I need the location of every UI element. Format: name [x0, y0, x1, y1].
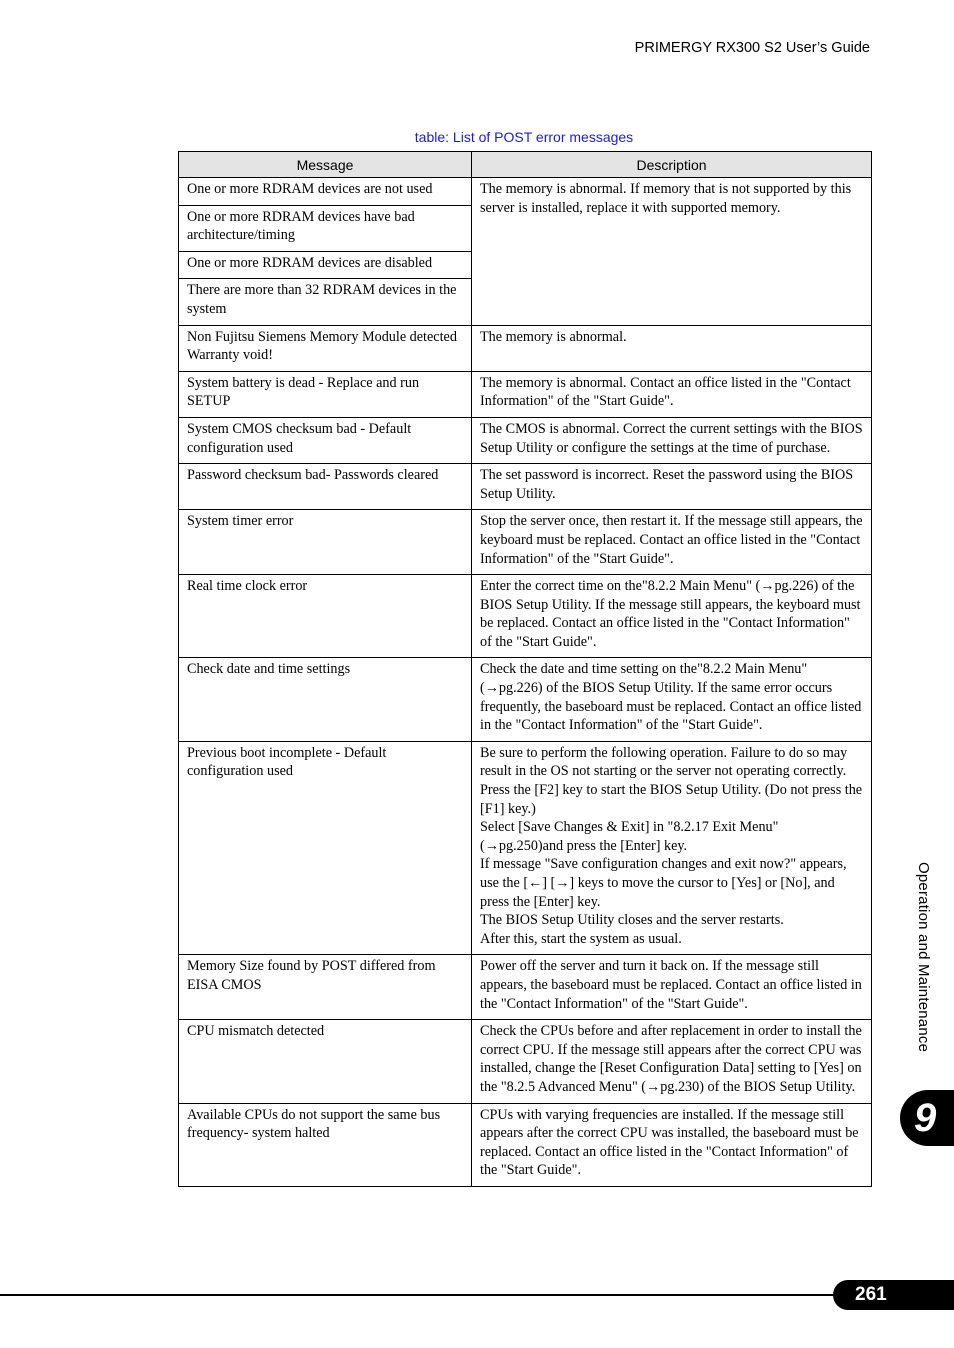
description-line: The BIOS Setup Utility closes and the server restarts. [480, 912, 784, 929]
description-cell [472, 325, 872, 371]
description-line: Power off the server and turn it back on. If the message still appears, the baseboard must be replaced. Contact an office listed in the "Contact Information" of the "Start Guide". [480, 958, 862, 1012]
description-line: The memory is abnormal. [480, 328, 627, 345]
description-line: Select [Save Changes & Exit] in "8.2.17 Exit Menu" (→pg.250)and press the [Enter] key. [480, 819, 779, 854]
table-row [179, 1103, 872, 1186]
description-cell: The memory is abnormal. If memory that is not supported by this server is installed, replace it with supported memory. [472, 178, 872, 326]
description-cell [472, 955, 872, 1020]
table-row [179, 741, 872, 955]
description-cell [472, 510, 872, 575]
description-line: If message "Save configuration changes and exit now?" appears, use the [←] [→] keys to move the cursor to [Yes] or [No], and press the [Enter] key. [480, 856, 847, 910]
description-line: The CMOS is abnormal. Correct the current settings with the BIOS Setup Utility or configure the settings at the time of purchase. [480, 420, 863, 456]
table-row [179, 464, 872, 510]
message-cell: System CMOS checksum bad - Default configuration used [179, 417, 472, 463]
message-cell: Available CPUs do not support the same bus frequency- system halted [179, 1103, 472, 1186]
chapter-side-tab-label: Operation and Maintenance [915, 862, 932, 1053]
description-line: The memory is abnormal. Contact an office listed in the "Contact Information" of the "Start Guide". [480, 374, 851, 410]
description-cell [472, 658, 872, 741]
description-line: Check the CPUs before and after replacement in order to install the correct CPU. If the message still appears after the correct CPU was installed, change the [Reset Configuration Data] setting to [Yes] on the "8.2.5 Advanced Menu" (→pg.230) of the BIOS Setup Utility. [480, 1023, 862, 1095]
description-line: Enter the correct time on the"8.2.2 Main Menu" (→pg.226) of the BIOS Setup Utility. If the message still appears, the keyboard must be replaced. Contact an office listed in the "Contact Information" of the "Start Guide". [480, 578, 861, 650]
table-header-row [179, 152, 872, 178]
running-header-title: PRIMERGY RX300 S2 User’s Guide [634, 40, 870, 56]
description-cell [472, 417, 872, 463]
table-body [179, 178, 872, 1187]
table-row [179, 510, 872, 575]
message-cell: Real time clock error [179, 575, 472, 658]
message-cell: Memory Size found by POST differed from EISA CMOS [179, 955, 472, 1020]
table-caption: table: List of POST error messages [414, 129, 634, 145]
description-cell [472, 575, 872, 658]
message-cell: One or more RDRAM devices have bad architecture/timing [179, 205, 472, 251]
chapter-number-badge: 9 [900, 1090, 954, 1146]
message-cell: System timer error [179, 510, 472, 575]
table-row [179, 658, 872, 741]
footer-rule [0, 1294, 840, 1296]
column-header-message: Message [179, 152, 472, 178]
description-cell [472, 371, 872, 417]
message-cell: System battery is dead - Replace and run SETUP [179, 371, 472, 417]
description-cell [472, 741, 872, 955]
column-header-description: Description [472, 152, 872, 178]
message-cell: Non Fujitsu Siemens Memory Module detected Warranty void! [179, 325, 472, 371]
page-number-badge: 261 [833, 1280, 954, 1310]
message-cell: CPU mismatch detected [179, 1020, 472, 1103]
table-row [179, 371, 872, 417]
message-cell: One or more RDRAM devices are not used [179, 178, 472, 206]
table-row [179, 575, 872, 658]
description-cell [472, 1020, 872, 1103]
description-line: After this, start the system as usual. [480, 930, 682, 947]
table-row [179, 1020, 872, 1103]
table-row [179, 178, 872, 206]
description-cell [472, 1103, 872, 1186]
description-line: The set password is incorrect. Reset the password using the BIOS Setup Utility. [480, 467, 854, 502]
description-line: Stop the server once, then restart it. If the message still appears, the keyboard must be replaced. Contact an office listed in the "Contact Information" of the "Start Guide". [480, 513, 863, 567]
description-line: Be sure to perform the following operation. Failure to do so may result in the OS not starting or the server not operating correctly. [480, 744, 848, 780]
table-row [179, 325, 872, 371]
description-line: Press the [F2] key to start the BIOS Setup Utility. (Do not press the [F1] key.) [480, 782, 863, 817]
message-cell: One or more RDRAM devices are disabled [179, 251, 472, 279]
message-cell: Previous boot incomplete - Default configuration used [179, 741, 472, 955]
table-row [179, 417, 872, 463]
message-cell: Password checksum bad- Passwords cleared [179, 464, 472, 510]
post-error-table [178, 151, 872, 1187]
description-cell [472, 464, 872, 510]
message-cell: Check date and time settings [179, 658, 472, 741]
description-line: CPUs with varying frequencies are installed. If the message still appears after the correct CPU was installed, the baseboard must be replaced. Contact an office listed in the "Contact Information" of the "Start Guide". [480, 1106, 859, 1179]
message-cell: There are more than 32 RDRAM devices in the system [179, 279, 472, 325]
description-line: Check the date and time setting on the"8.2.2 Main Menu" (→pg.226) of the BIOS Setup Utility. If the same error occurs frequently, the baseboard must be replaced. Contact an office listed in the "Contact Information" of the "Start Guide". [480, 661, 862, 734]
table-row [179, 955, 872, 1020]
